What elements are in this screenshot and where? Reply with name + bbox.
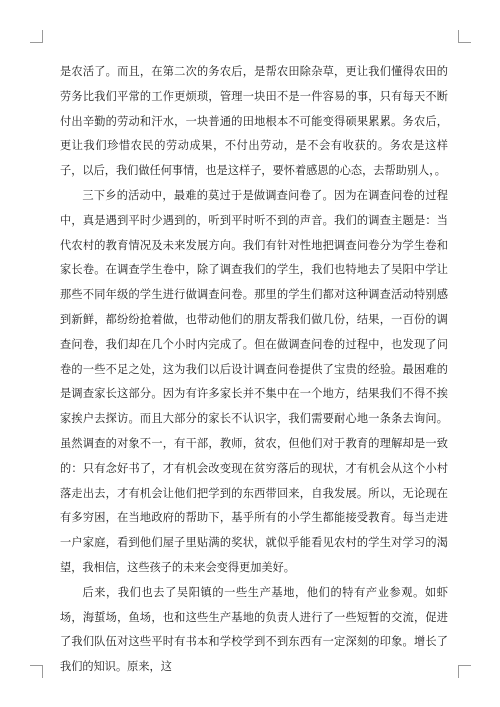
crop-mark-top-right [458,30,471,43]
crop-mark-bottom-left [30,665,43,678]
crop-mark-top-left [30,30,43,43]
paragraph-2: 三下乡的活动中，最难的莫过于是做调查问卷了。因为在调查问卷的过程中，真是遇到平时少遇到的，听到平时听不到的声音。我们的调查主题是：当代农村的教育情况及未来发展方向。我们有针对性地把调查问卷分为学生卷和家长卷。在调查学生卷中，除了调查我们的学生，我们也特地去了吴阳中学让那些不同年级的学生进行做调查问卷。那里的学生们都对这种调查活动特别感到新鲜，都纷纷抢着做，也带动他们的朋友帮我们做几份，结果，一百份的调查问卷，我们却在几个小时内完成了。但在做调查问卷的过程中，也发现了问卷的一些不足之处，这为我们以后设计调查问卷提供了宝贵的经验。最困难的是调查家长这部分。因为有许多家长并不集中在一个地方，结果我们不得不挨家挨户去探访。而且大部分的家长不认识字，我们需要耐心地一条条去询问。虽然调查的对象不一，有干部，教师，贫农，但他们对于教育的理解却是一致的：只有念好书了，才有机会改变现在贫穷落后的现状，才有机会从这个小村落走出去，才有机会让他们把学到的东西带回来，自我发展。所以，无论现在有多穷困，在当地政府的帮助下，基乎所有的小学生都能接受教育。每当走进一户家庭，看到他们屋子里贴满的奖状，就似乎能看见农村的学生对学习的渴望，我相信，这些孩子的未来会变得更加美好。 [60,188,448,574]
paragraph-1: 是农活了。而且，在第二次的务农后，是帮农田除杂草，更让我们懂得农田的劳务比我们平常的工作更烦琐，管理一块田不是一件容易的事，只有每天不断付出辛勤的劳动和汗水，一块普通的田地根本不可能变得硕果累累。务农后，更让我们珍惜农民的劳动成果，不付出劳动，是不会有收获的。务农是这样子，以后，我们做任何事情，也是这样子，要怀着感恩的心态，去帮助别人，。 [60,65,448,178]
crop-mark-bottom-right [458,665,471,678]
body-text [60,60,448,680]
paragraph-3: 后来，我们也去了吴阳镇的一些生产基地，他们的特有产业参观。如虾场，海蜇场，鱼场，也和这些生产基地的负责人进行了一些短暂的交流，促进了我们队伍对这些平时有书本和学校学到不到东西有一定深刻的印象。增长了我们的知识。原来，这 [60,585,448,674]
